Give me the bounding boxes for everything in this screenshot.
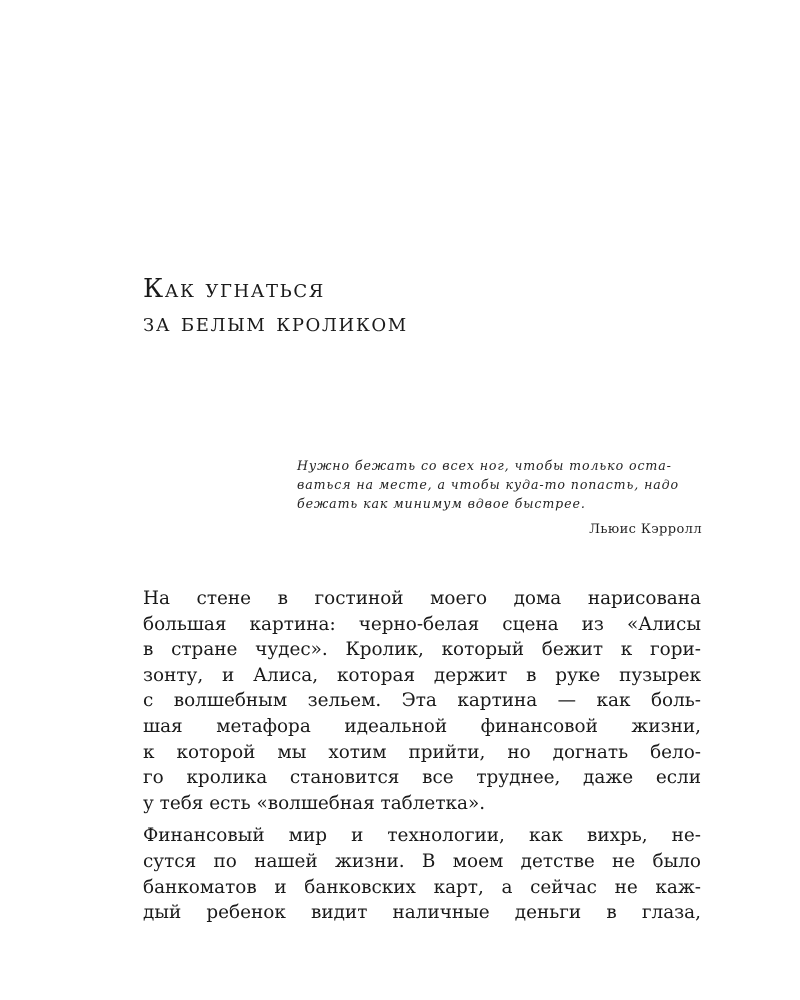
text-line: банкоматов и банковских карт, а сейчас не каж- — [143, 876, 701, 898]
text-line: к которой мы хотим прийти, но догнать бело- — [143, 741, 701, 763]
text-line: у тебя есть «волшебная таблетка». — [143, 792, 486, 814]
epigraph-author: Льюис Кэрролл — [589, 522, 702, 537]
text-line: дый ребенок видит наличные деньги в глаза, — [143, 902, 701, 924]
paragraph — [143, 823, 701, 925]
body-text — [143, 586, 701, 926]
chapter-title-line: Как угнаться — [143, 274, 325, 304]
epigraph-quote-line: бежать как минимум вдвое быстрее. — [297, 496, 586, 511]
epigraph-quote-line: ваться на месте, а чтобы куда-то попасть, надо — [297, 477, 680, 492]
chapter-title-line: за белым кроликом — [143, 308, 408, 338]
text-line: большая картина: черно-белая сцена из «Алисы — [143, 613, 701, 635]
paragraph — [143, 586, 701, 816]
text-line: На стене в гостиной моего дома нарисована — [143, 588, 701, 609]
epigraph-quote-line: Нужно бежать со всех ног, чтобы только оста- — [297, 458, 672, 473]
text-line: с волшебным зельем. Эта картина — как боль- — [143, 690, 701, 712]
text-line: шая метафора идеальной финансовой жизни, — [143, 715, 701, 737]
text-line: зонту, и Алиса, которая держит в руке пузырек — [143, 664, 701, 686]
epigraph-quote — [297, 456, 702, 513]
text-line: в стране чудес». Кролик, который бежит к гори- — [143, 639, 701, 661]
text-line: го кролика становится все труднее, даже если — [143, 767, 701, 789]
epigraph — [297, 456, 702, 539]
text-line: сутся по нашей жизни. В моем детстве не было — [143, 850, 701, 872]
chapter-title — [143, 272, 408, 340]
text-line: Финансовый мир и технологии, как вихрь, не- — [143, 825, 701, 847]
